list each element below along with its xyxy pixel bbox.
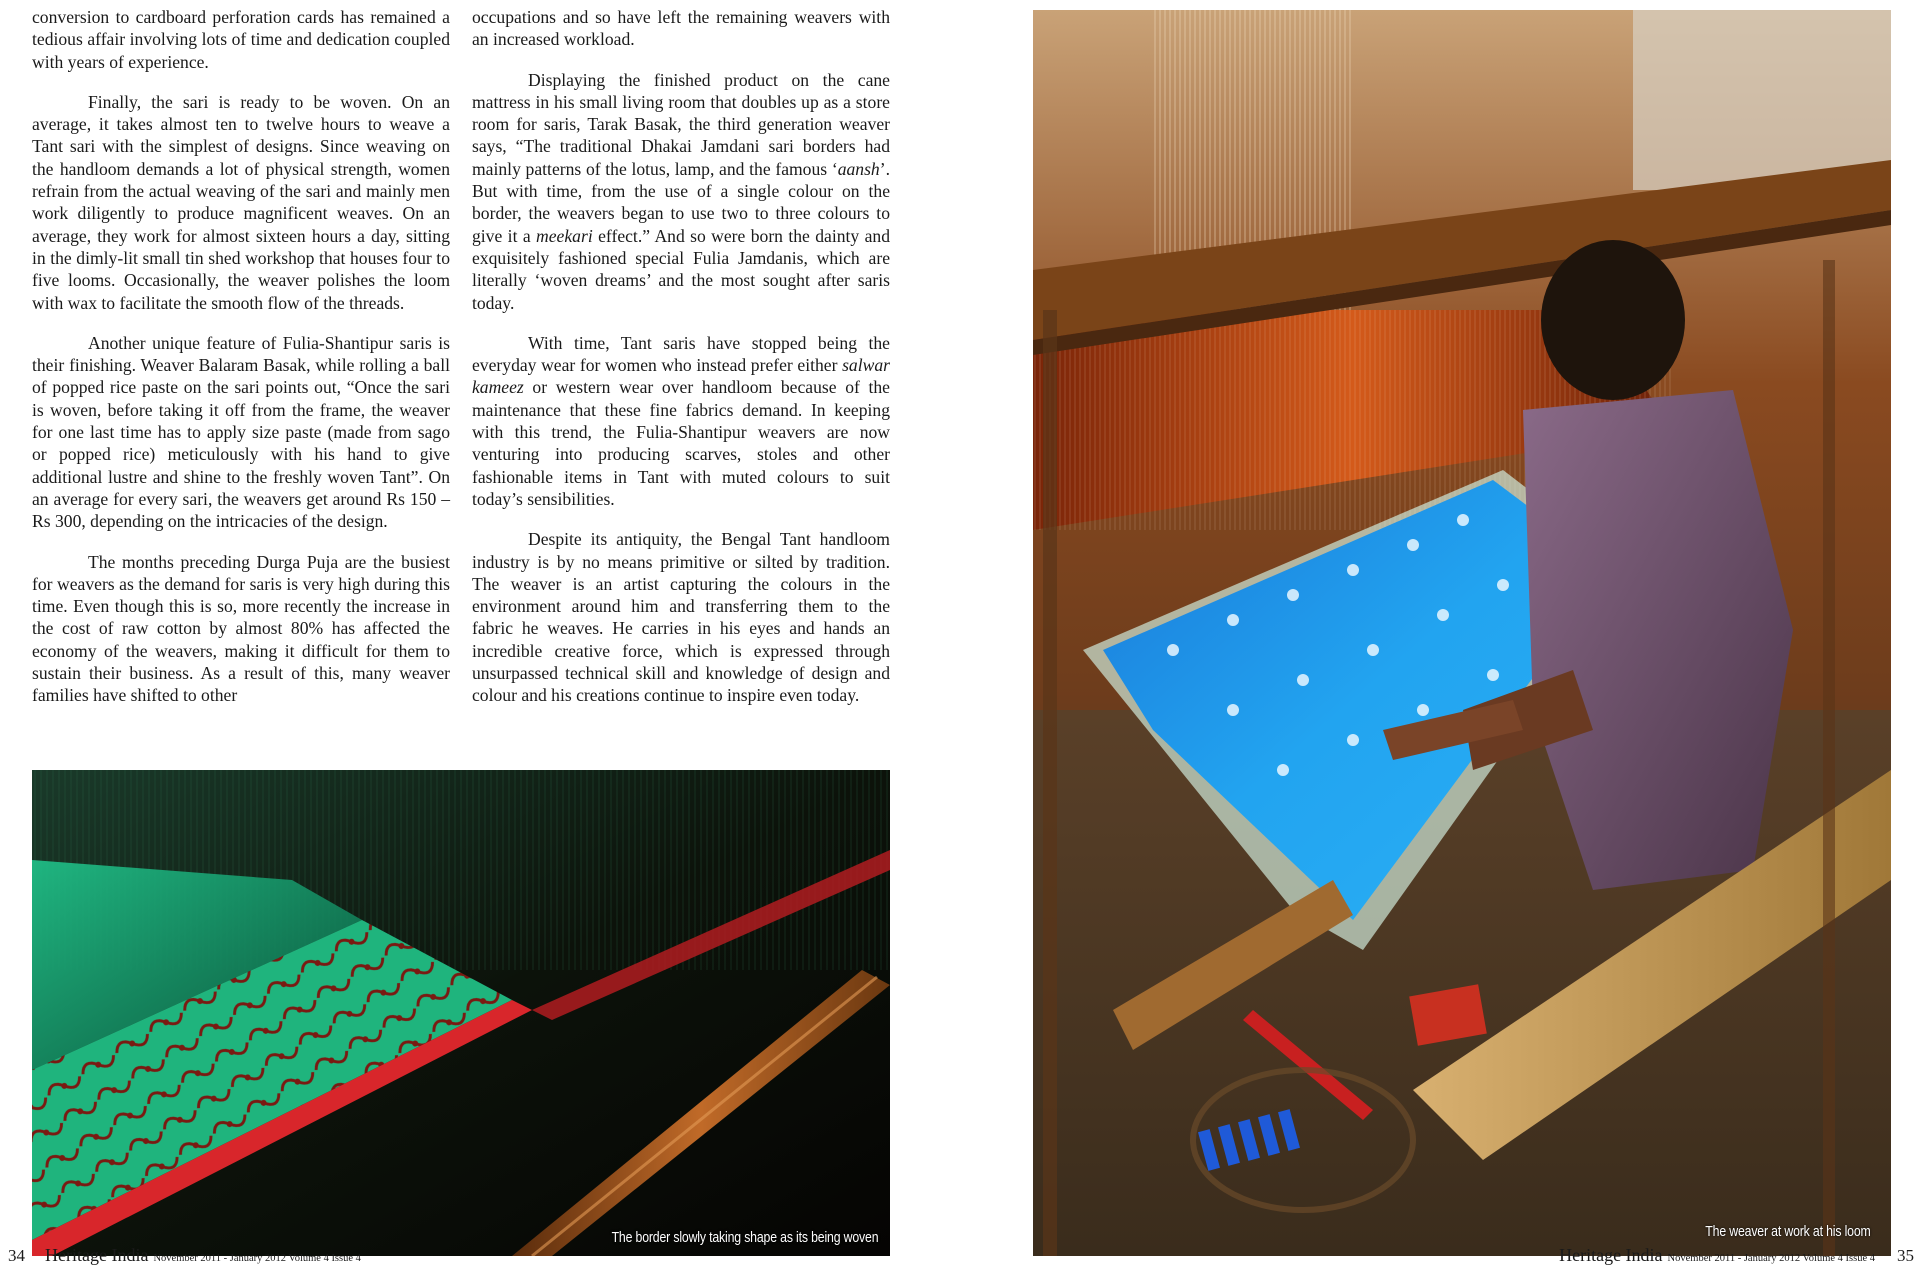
weaver-image — [1033, 10, 1891, 1256]
paragraph: Finally, the sari is ready to be woven. On an average, it takes almost ten to twelve hours to weave a Tant sari with the simplest of designs. Since weaving on the handloom demands a lot of physical strength, women refrain from the actual weaving of the sari and mainly men work diligently to produce magnificent weaves. On an average, they work for almost sixteen hours a day, sitting in the dimly-lit small tin shed workshop that houses four to five looms. Occasionally, the weaver polishes the loom with wax to facilitate the smooth flow of the threads. — [32, 91, 450, 313]
issue-info: November 2011 - January 2012 Volume 4 Issue 4 — [1667, 1253, 1875, 1264]
paragraph — [472, 69, 890, 314]
page-number: 35 — [1897, 1246, 1914, 1265]
right-page — [960, 0, 1920, 1279]
paragraph: conversion to cardboard perforation cards has remained a tedious affair involving lots of time and dedication coupled with years of experience. — [32, 7, 450, 72]
text-column-1 — [32, 6, 450, 725]
text-run: ’. But with time, from the use of a single colour on the border, the weavers began to use two to three colours to give it a — [472, 158, 890, 246]
magazine-name: Heritage India — [45, 1245, 149, 1265]
paragraph — [472, 332, 890, 510]
text-run: With time, Tant saris have stopped being the everyday wear for women who instead prefer either — [472, 332, 890, 376]
text-run: or western wear over handloom because of the maintenance that these fine fabrics demand. In keeping with this trend, the Fulia-Shantipur weavers are now venturing into producing scarves, stoles and other fashionable items in Tant with muted colours to suit today’s sensibilities. — [472, 377, 890, 509]
sari-border-image — [32, 770, 890, 1256]
sari-border-photo — [32, 770, 890, 1256]
photo-caption: The border slowly taking shape as its being woven — [611, 1229, 878, 1246]
photo-caption: The weaver at work at his loom — [1705, 1223, 1871, 1240]
weaver-photo — [1033, 10, 1891, 1256]
italic-term: aansh — [837, 158, 880, 179]
text-run: effect.” And so were born the dainty and exquisitely fashioned special Fulia Jamdanis, which are literally ‘woven dreams’ and the most sought after saris today. — [472, 225, 891, 313]
italic-term: meekari — [536, 225, 593, 246]
italic-term: salwar kameez — [472, 355, 890, 398]
page-number: 34 — [8, 1246, 25, 1265]
text-column-2 — [472, 6, 890, 725]
text-run: Displaying the finished product on the cane mattress in his small living room that doubles up as a store room for saris, Tarak Basak, the third generation weaver says, “The traditional Dhakai Jamdani sari borders had mainly patterns of the lotus, lamp, and the famous ‘ — [472, 69, 890, 179]
page-footer — [960, 1245, 1920, 1279]
paragraph: occupations and so have left the remaining weavers with an increased workload. — [472, 7, 890, 50]
magazine-name: Heritage India — [1559, 1245, 1663, 1265]
paragraph: Another unique feature of Fulia-Shantipur saris is their finishing. Weaver Balaram Basak, while rolling a ball of popped rice paste on the sari points out, “Once the sari is woven, before taking it off from the frame, the weaver for one last time has to apply size paste (made from sago or popped rice) meticulously with his hand to give additional lustre and shine to the freshly woven Tant”. On an average for every sari, the weavers get around Rs 150 – Rs 300, depending on the intricacies of the design. — [32, 332, 450, 532]
paragraph: The months preceding Durga Puja are the busiest for weavers as the demand for saris is very high during this time. Even though this is so, more recently the increase in the cost of raw cotton by almost 80% has affected the economy of the weavers, making it difficult for them to sustain their business. As a result of this, many weaver families have shifted to other — [32, 551, 450, 706]
issue-info: November 2011 - January 2012 Volume 4 Issue 4 — [153, 1253, 361, 1264]
page-footer — [0, 1245, 960, 1279]
paragraph: Despite its antiquity, the Bengal Tant handloom industry is by no means primitive or silted by tradition. The weaver is an artist capturing the colours in the environment around him and transferring them to the fabric he weaves. He carries in his eyes and hands an incredible creative force, which is expressed through unsurpassed technical skill and knowledge of design and colour and his creations continue to inspire even today. — [472, 529, 890, 706]
